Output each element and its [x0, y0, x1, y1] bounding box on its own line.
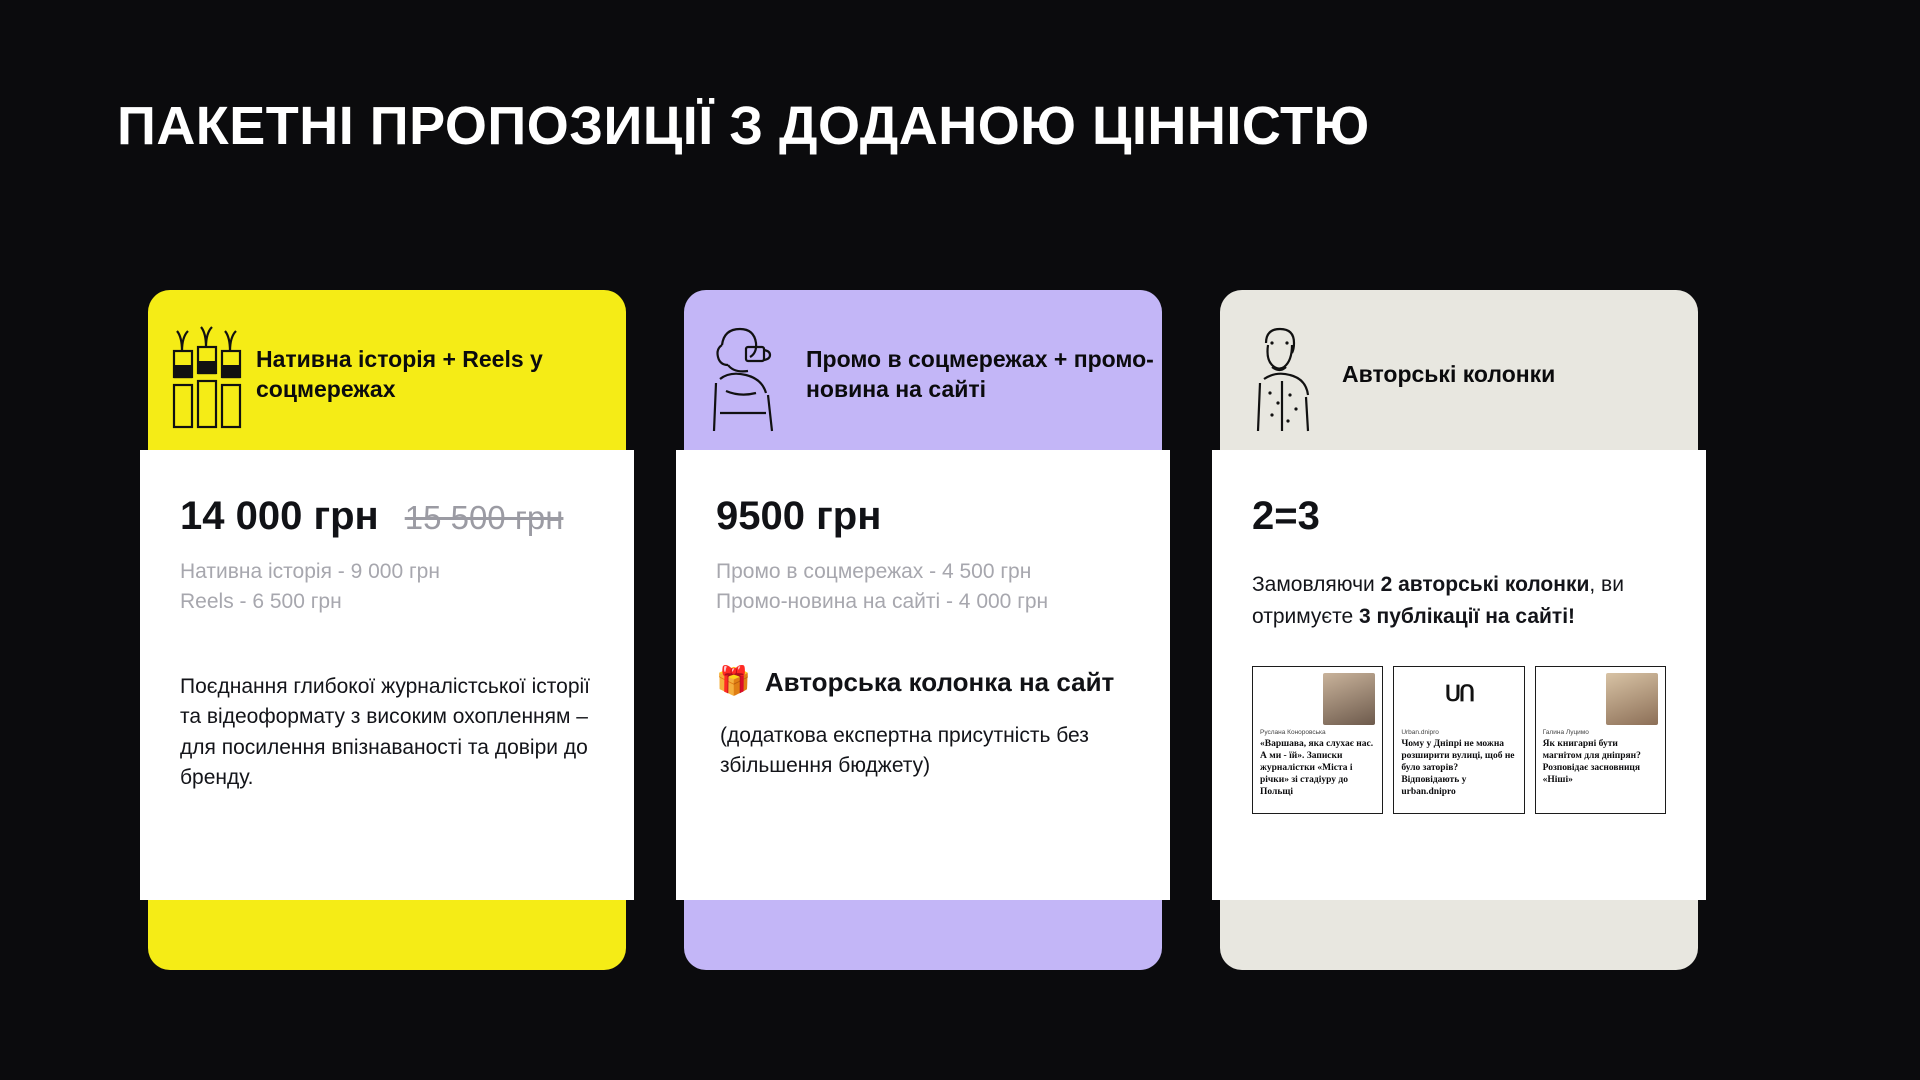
price-breakdown: [180, 557, 594, 618]
article-clip[interactable]: [1535, 666, 1666, 814]
price-current: 14 000 грн: [180, 494, 379, 538]
card-panel: [140, 450, 634, 900]
offer-bold-2: 3 публікації на сайті!: [1359, 604, 1576, 628]
breakdown-item: Нативна історія - 9 000 грн: [180, 560, 440, 583]
three-figures-icon: [170, 309, 244, 439]
offer-middle: , ви отримуєте: [1252, 573, 1624, 628]
offer-text: [1252, 569, 1666, 632]
offer-bold-1: 2 авторські колонки: [1380, 573, 1590, 596]
price-row: [1252, 494, 1666, 539]
price-row: [180, 494, 594, 539]
card-native-story-reels[interactable]: [140, 290, 618, 970]
price-row: [716, 494, 1130, 539]
clip-thumb: [1543, 673, 1658, 727]
cards-row: [140, 290, 1790, 970]
gift-icon: 🎁: [716, 664, 751, 696]
price-current: 2=3: [1252, 494, 1320, 538]
card-header: [684, 290, 1162, 458]
clip-thumb: [1260, 673, 1375, 727]
clip-author: Руслана Коноровська: [1260, 729, 1326, 736]
portrait-icon: [1606, 673, 1658, 725]
article-clip[interactable]: [1252, 666, 1383, 814]
price-current: 9500 грн: [716, 494, 882, 538]
card-panel: [1212, 450, 1706, 900]
offer-prefix: Замовляючи: [1252, 573, 1381, 596]
card-title: Авторські колонки: [1342, 360, 1556, 387]
clip-author: Urban.dnipro: [1401, 729, 1439, 736]
card-author-columns[interactable]: [1212, 290, 1690, 970]
price-breakdown: [716, 557, 1130, 618]
bearded-man-icon: [1242, 309, 1316, 439]
breakdown-item: Промо в соцмережах - 4 500 грн: [716, 560, 1032, 583]
bonus-block: [716, 666, 1130, 699]
card-title: Нативна історія + Reels у соцмережах: [256, 345, 543, 402]
card-panel: [676, 450, 1170, 900]
clip-author: Галина Луцимо: [1542, 729, 1589, 736]
bonus-note: (додаткова експертна присутність без збільшення бюджету): [720, 724, 1089, 777]
article-clip[interactable]: [1393, 666, 1524, 814]
breakdown-item: Reels - 6 500 грн: [180, 590, 342, 614]
card-title: Промо в соцмережах + промо-новина на сайті: [806, 345, 1154, 402]
bonus-title: Авторська колонка на сайт: [764, 666, 1115, 697]
breakdown-item: Промо-новина на сайті - 4 000 грн: [716, 590, 1049, 614]
clip-headline: Чому у Дніпрі не можна розширити вулиці, щоб не було заторів? Відповідають у urban.dnipro: [1401, 739, 1515, 797]
portrait-icon: [1323, 673, 1375, 725]
price-old: 15 500 грн: [404, 499, 564, 536]
page-title: ПАКЕТНІ ПРОПОЗИЦІЇ З ДОДАНОЮ ЦІННІСТЮ: [117, 96, 1370, 156]
article-clips: [1252, 666, 1666, 814]
ud-logo-icon: ᑌᑎ: [1444, 681, 1474, 706]
person-with-cup-icon: [706, 309, 780, 439]
clip-headline: «Варшава, яка слухає нас. А ми - їй». Записки журналістки «Міста і річки» зі стадіуру до Польщі: [1260, 739, 1374, 797]
clip-thumb: [1401, 673, 1516, 727]
clip-headline: Як книгарні бути магнітом для дніпрян? Розповідає засновниця «Ніші»: [1542, 739, 1641, 785]
card-header: [1220, 290, 1698, 458]
card-description: Поєднання глибокої журналістської історії та відеоформату з високим охопленням – для посилення впізнаваності та довіри до бренду.: [180, 674, 591, 790]
card-promo-social-site[interactable]: [676, 290, 1154, 970]
card-header: [148, 290, 626, 458]
